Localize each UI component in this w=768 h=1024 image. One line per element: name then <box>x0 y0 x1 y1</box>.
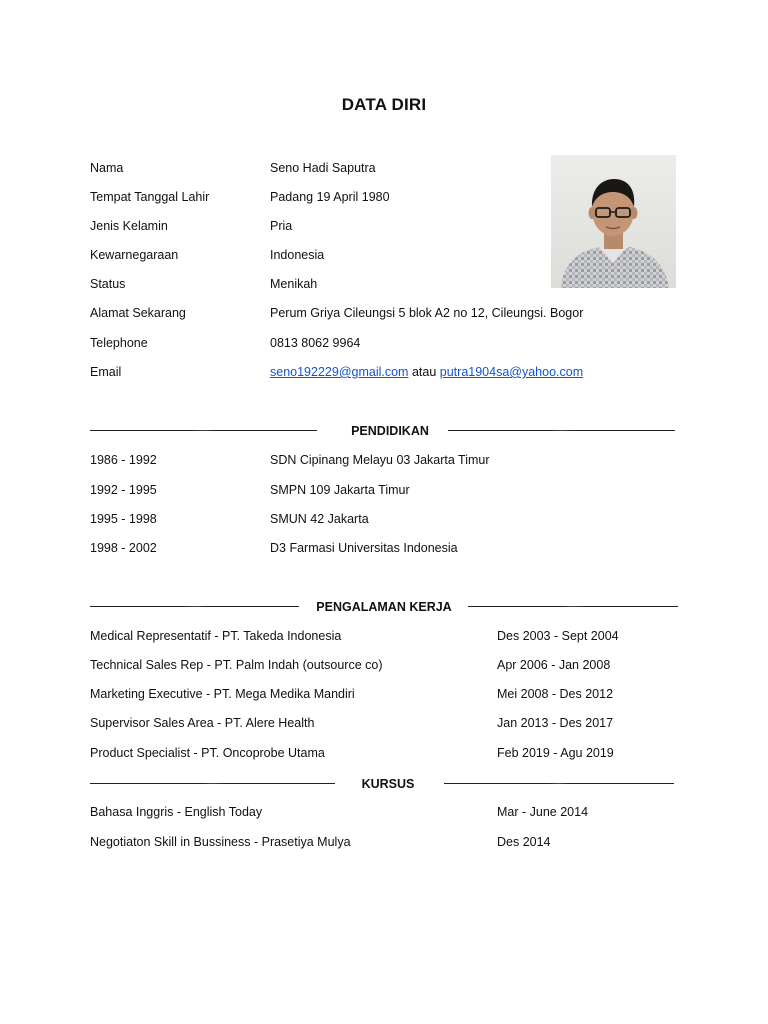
field-label: Email <box>90 365 122 379</box>
email-value <box>270 363 583 381</box>
field-value: Perum Griya Cileungsi 5 blok A2 no 12, Cileungsi. Bogor <box>270 306 584 320</box>
field-label: Alamat Sekarang <box>90 306 186 320</box>
experience-item <box>90 685 678 703</box>
experience-period: Feb 2019 - Agu 2019 <box>497 746 614 760</box>
section-pendidikan-header <box>90 421 678 441</box>
field-value: 0813 8062 9964 <box>270 336 361 350</box>
education-years: 1995 - 1998 <box>90 512 157 526</box>
experience-position: Product Specialist - PT. Oncoprobe Utama <box>90 746 325 760</box>
course-item <box>90 833 678 851</box>
experience-position: Medical Representatif - PT. Takeda Indonesia <box>90 629 342 643</box>
experience-item <box>90 744 678 762</box>
section-heading: PENGALAMAN KERJA <box>316 600 452 614</box>
field-label: Telephone <box>90 336 148 350</box>
experience-position: Supervisor Sales Area - PT. Alere Health <box>90 716 315 730</box>
section-divider <box>448 430 675 431</box>
course-name: Negotiaton Skill in Bussiness - Prasetiya Mulya <box>90 835 351 849</box>
email-separator: atau <box>411 365 437 379</box>
education-school: D3 Farmasi Universitas Indonesia <box>270 541 458 555</box>
education-school: SMUN 42 Jakarta <box>270 512 369 526</box>
course-period: Des 2014 <box>497 835 551 849</box>
experience-item <box>90 627 678 645</box>
experience-item <box>90 656 678 674</box>
education-years: 1998 - 2002 <box>90 541 157 555</box>
experience-period: Mei 2008 - Des 2012 <box>497 687 614 701</box>
section-pengalaman-header <box>90 597 678 617</box>
experience-position: Technical Sales Rep - PT. Palm Indah (outsource co) <box>90 658 383 672</box>
field-label: Tempat Tanggal Lahir <box>90 190 210 204</box>
experience-period: Des 2003 - Sept 2004 <box>497 629 619 643</box>
course-item <box>90 803 678 821</box>
section-kursus-header <box>90 774 678 794</box>
profile-photo <box>551 155 676 288</box>
education-school: SMPN 109 Jakarta Timur <box>270 483 410 497</box>
field-value: Indonesia <box>270 248 325 262</box>
section-divider <box>468 606 678 607</box>
section-heading: PENDIDIKAN <box>351 424 429 438</box>
education-years: 1992 - 1995 <box>90 483 157 497</box>
field-value: Seno Hadi Saputra <box>270 161 376 175</box>
field-value: Padang 19 April 1980 <box>270 190 390 204</box>
experience-position: Marketing Executive - PT. Mega Medika Mandiri <box>90 687 355 701</box>
education-years: 1986 - 1992 <box>90 453 157 467</box>
field-label: Nama <box>90 161 124 175</box>
course-name: Bahasa Inggris - English Today <box>90 805 263 819</box>
field-value: Pria <box>270 219 293 233</box>
field-value: Menikah <box>270 277 318 291</box>
field-label: Jenis Kelamin <box>90 219 168 233</box>
field-label: Kewarnegaraan <box>90 248 179 262</box>
email-link-secondary[interactable]: putra1904sa@yahoo.com <box>439 365 584 379</box>
email-link-primary[interactable]: seno192229@gmail.com <box>270 365 409 379</box>
section-divider <box>444 783 674 784</box>
section-divider <box>90 783 335 784</box>
experience-period: Apr 2006 - Jan 2008 <box>497 658 611 672</box>
section-heading: KURSUS <box>361 777 415 791</box>
course-period: Mar - June 2014 <box>497 805 589 819</box>
education-school: SDN Cipinang Melayu 03 Jakarta Timur <box>270 453 490 467</box>
section-divider <box>90 430 317 431</box>
experience-period: Jan 2013 - Des 2017 <box>497 716 614 730</box>
experience-item <box>90 714 678 732</box>
section-divider <box>90 606 299 607</box>
page-title: DATA DIRI <box>341 95 427 114</box>
field-label: Status <box>90 277 126 291</box>
